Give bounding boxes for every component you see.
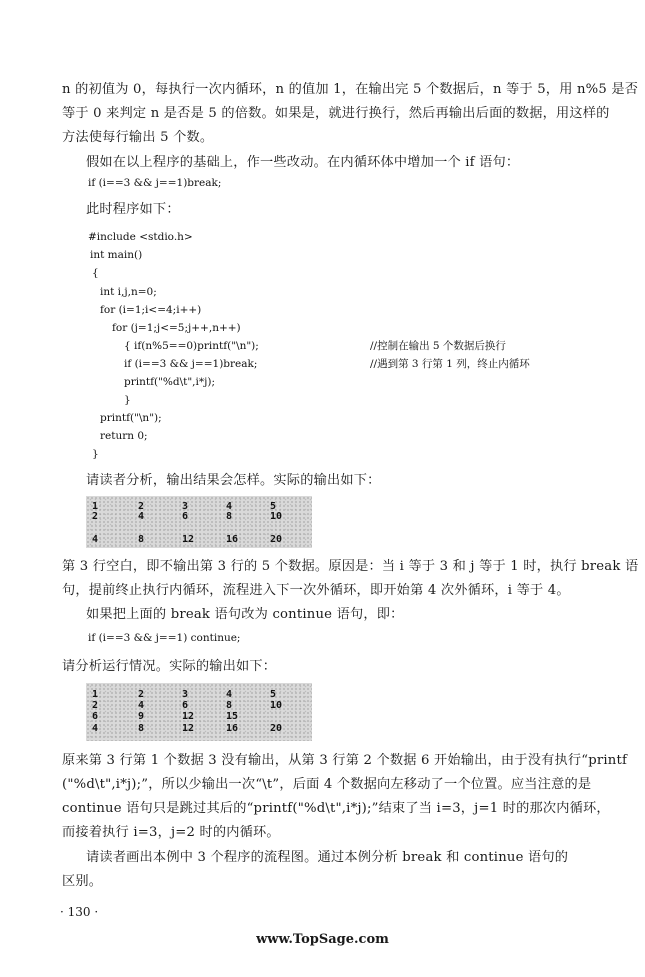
code-line: { [92,267,99,279]
output-cell: 6 [182,700,189,711]
paragraph-line: 第 3 行空白，即不输出第 3 行的 5 个数据。原因是：当 i 等于 3 和 j 等于 1 时，执行 break 语 [62,559,639,574]
paragraph-line: 此时程序如下： [86,202,180,217]
output-cell: 8 [138,534,145,545]
output-cell: 16 [226,534,239,545]
output-cell: 6 [182,511,189,522]
paragraph-line: 请读者分析，输出结果会怎样。实际的输出如下： [86,473,381,488]
output-cell: 2 [92,511,99,522]
site-watermark: www.TopSage.com [256,932,389,947]
paragraph-line: 等于 0 来判定 n 是否是 5 的倍数。如果是，就进行换行，然后再输出后面的数据，用这样的 [62,106,610,121]
paragraph-line: n 的初值为 0，每执行一次内循环，n 的值加 1，在输出完 5 个数据后，n 等于 5，用 n%5 是否 [62,82,639,97]
output-cell: 4 [138,700,145,711]
paragraph-line: 请读者画出本例中 3 个程序的流程图。通过本例分析 break 和 continue 语句的 [86,850,569,865]
code-line: for (i=1;i<=4;i++) [100,304,202,316]
page-number: · 130 · [60,905,99,919]
paragraph-line: 原来第 3 行第 1 个数据 3 没有输出，从第 3 行第 2 个数据 6 开始输出，由于没有执行“printf [62,753,628,768]
paragraph-line: ("%d\t",i*j);”，所以少输出一次“\t”，后面 4 个数据向左移动了一个位置。应当注意的是 [62,777,592,792]
output-cell: 10 [270,700,283,711]
output-cell: 5 [270,689,277,700]
output-cell: 8 [226,511,233,522]
output-screenshot-break [86,496,312,548]
code-line: #include <stdio.h> [88,231,193,243]
output-cell: 12 [182,723,195,734]
paragraph-line: 假如在以上程序的基础上，作一些改动。在内循环体中增加一个 if 语句： [86,155,520,170]
code-line: int i,j,n=0; [100,286,157,298]
output-cell: 4 [92,723,99,734]
code-line: printf("\n"); [100,412,162,424]
output-cell: 15 [226,711,239,722]
code-line: } [124,394,131,406]
code-statement-break: if (i==3 && j==1)break; [88,177,222,189]
output-cell: 10 [270,511,283,522]
code-line: printf("%d\t",i*j); [124,376,216,388]
output-cell: 12 [182,534,195,545]
output-cell: 2 [92,700,99,711]
output-cell: 2 [138,501,145,512]
output-cell: 5 [270,501,277,512]
paragraph-line: continue 语句只是跳过其后的“printf("%d\t",i*j);”结束了当 i=3，j=1 时的那次内循环， [62,801,610,816]
output-cell: 20 [270,534,283,545]
paragraph-line: 方法使每行输出 5 个数。 [62,130,214,145]
paragraph-line: 句，提前终止执行内循环，流程进入下一次外循环，即开始第 4 次外循环，i 等于 4。 [62,583,570,598]
output-cell: 4 [226,501,233,512]
output-cell: 3 [182,501,189,512]
paragraph-line: 而接着执行 i=3，j=2 时的内循环。 [62,825,280,840]
output-cell: 4 [138,511,145,522]
code-statement-continue: if (i==3 && j==1) continue; [88,632,241,644]
paragraph-line: 区别。 [62,874,103,889]
code-line: return 0; [100,430,148,442]
output-cell: 1 [92,689,99,700]
output-cell: 4 [92,534,99,545]
output-cell: 9 [138,711,145,722]
output-cell: 2 [138,689,145,700]
code-line: if (i==3 && j==1)break; [124,358,258,370]
output-cell: 6 [92,711,99,722]
code-line: int main() [90,249,143,261]
output-cell: 8 [138,723,145,734]
code-line: } [92,448,99,460]
code-line: { if(n%5==0)printf("\n"); [124,340,259,352]
code-line: for (j=1;j<=5;j++,n++) [112,322,241,334]
code-comment: //控制在输出 5 个数据后换行 [370,340,506,352]
output-cell: 4 [226,689,233,700]
output-cell: 8 [226,700,233,711]
output-cell: 1 [92,501,99,512]
output-cell: 12 [182,711,195,722]
output-screenshot-continue [86,683,312,741]
output-cell: 3 [182,689,189,700]
output-cell: 16 [226,723,239,734]
output-cell: 20 [270,723,283,734]
paragraph-line: 请分析运行情况。实际的输出如下： [62,659,277,674]
code-comment: //遇到第 3 行第 1 列，终止内循环 [370,358,530,370]
paragraph-line: 如果把上面的 break 语句改为 continue 语句，即： [86,607,404,622]
